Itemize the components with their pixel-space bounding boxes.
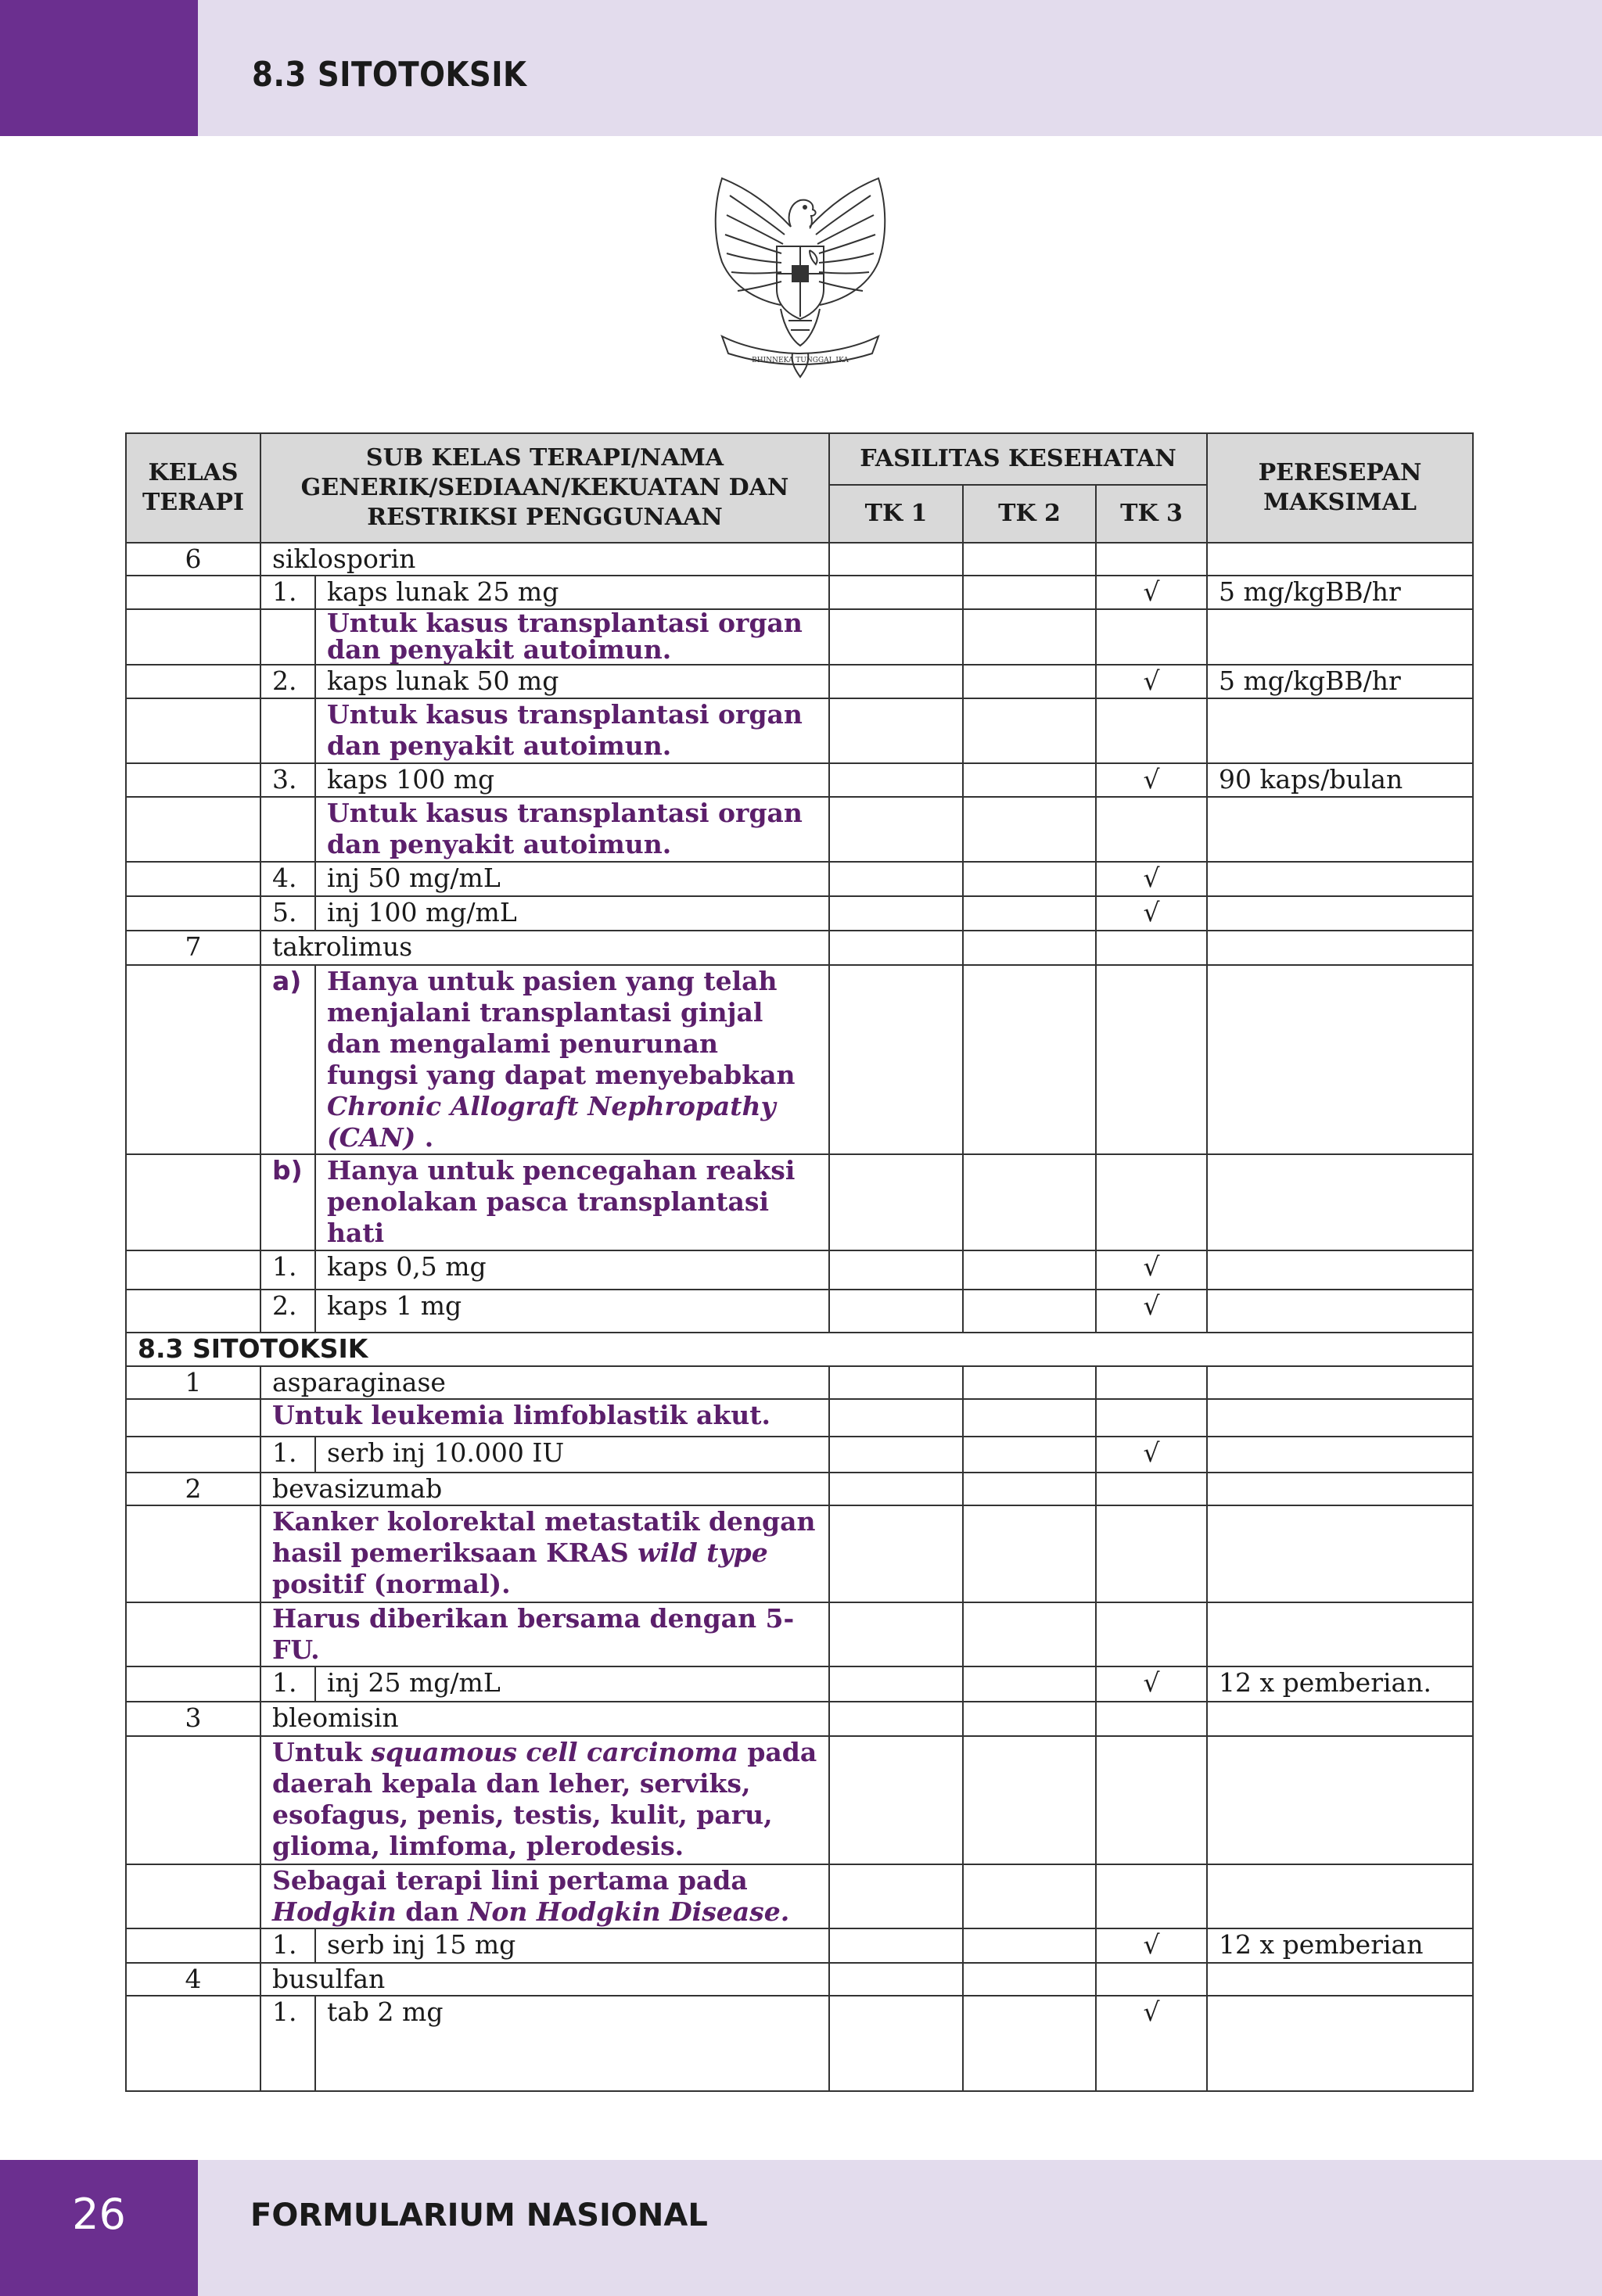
restriction-note: Untuk kasus transplantasi organ dan penyakit autoimun.	[315, 797, 829, 862]
table-row	[126, 1154, 1473, 1250]
tk3-check: √	[1096, 1996, 1207, 2091]
item-text: kaps lunak 50 mg	[315, 665, 829, 698]
item-number: 4.	[260, 862, 315, 896]
kelas-number: 3	[126, 1702, 260, 1736]
drug-name: takrolimus	[260, 931, 829, 965]
section-heading: 8.3 SITOTOKSIK	[126, 1333, 1473, 1366]
table-row	[126, 931, 1473, 965]
drug-name: bleomisin	[260, 1702, 829, 1736]
table-row	[126, 1702, 1473, 1736]
tk3-check: √	[1096, 1290, 1207, 1333]
table-row	[126, 1602, 1473, 1666]
header-kelas-terapi: KELAS TERAPI	[126, 433, 260, 543]
restriction-note: Untuk squamous cell carcinoma pada daerah kepala dan leher, serviks, esofagus, penis, testis, kulit, paru, glioma, limfoma, plerodesis.	[260, 1736, 829, 1864]
footer-title: FORMULARIUM NASIONAL	[250, 2197, 708, 2233]
header-band	[0, 0, 1602, 136]
table-row	[126, 1250, 1473, 1290]
item-text: kaps lunak 25 mg	[315, 576, 829, 609]
table-row	[126, 1736, 1473, 1864]
drug-name: siklosporin	[260, 543, 829, 576]
header-sub-kelas: SUB KELAS TERAPI/NAMA GENERIK/SEDIAAN/KEKUATAN DAN RESTRIKSI PENGGUNAAN	[260, 433, 829, 543]
table-row	[126, 698, 1473, 763]
drug-name: busulfan	[260, 1963, 829, 1996]
tk3-check: √	[1096, 763, 1207, 797]
restriction-note: Hanya untuk pasien yang telah menjalani transplantasi ginjal dan mengalami penurunan fungsi yang dapat menyebabkan Chronic Allograft Nephropathy (CAN) .	[315, 965, 829, 1154]
table-row	[126, 896, 1473, 931]
tk3-check: √	[1096, 665, 1207, 698]
table-row	[126, 609, 1473, 665]
page-section-title: 8.3 SITOTOKSIK	[252, 55, 527, 95]
footer-band	[0, 2160, 1602, 2296]
table-row	[126, 665, 1473, 698]
item-text: inj 100 mg/mL	[315, 896, 829, 931]
header-fasilitas: FASILITAS KESEHATAN	[829, 433, 1207, 485]
table-row	[126, 1928, 1473, 1963]
restriction-note: Kanker kolorektal metastatik dengan hasil pemeriksaan KRAS wild type positif (normal).	[260, 1505, 829, 1602]
item-text: serb inj 10.000 IU	[315, 1437, 829, 1473]
header-tk2: TK 2	[963, 485, 1096, 543]
item-number: 1.	[260, 1666, 315, 1702]
drug-name: asparaginase	[260, 1366, 829, 1399]
restriction-note: Hanya untuk pencegahan reaksi penolakan pasca transplantasi hati	[315, 1154, 829, 1250]
restriction-note: Untuk leukemia limfoblastik akut.	[260, 1399, 829, 1437]
header-accent-block	[0, 0, 198, 136]
item-number: 5.	[260, 896, 315, 931]
item-number: 1.	[260, 1928, 315, 1963]
item-text: inj 50 mg/mL	[315, 862, 829, 896]
header-tk1: TK 1	[829, 485, 963, 543]
tk3-check: √	[1096, 1666, 1207, 1702]
table-row	[126, 1290, 1473, 1333]
item-text: kaps 0,5 mg	[315, 1250, 829, 1290]
table-row	[126, 797, 1473, 862]
kelas-number: 2	[126, 1473, 260, 1505]
max-prescription: 12 x pemberian.	[1207, 1666, 1473, 1702]
note-label: b)	[260, 1154, 315, 1250]
item-text: tab 2 mg	[315, 1996, 829, 2091]
item-text: serb inj 15 mg	[315, 1928, 829, 1963]
tk3-check: √	[1096, 1250, 1207, 1290]
item-number: 1.	[260, 1437, 315, 1473]
tk3-check: √	[1096, 1437, 1207, 1473]
kelas-number: 6	[126, 543, 260, 576]
item-number: 3.	[260, 763, 315, 797]
item-number: 1.	[260, 1250, 315, 1290]
restriction-note: Harus diberikan bersama dengan 5-FU.	[260, 1602, 829, 1666]
table-row	[126, 965, 1473, 1154]
drug-name: bevasizumab	[260, 1473, 829, 1505]
table-row	[126, 1505, 1473, 1602]
item-text: inj 25 mg/mL	[315, 1666, 829, 1702]
max-prescription: 12 x pemberian	[1207, 1928, 1473, 1963]
tk3-check: √	[1096, 1928, 1207, 1963]
table-row	[126, 1473, 1473, 1505]
item-text: kaps 1 mg	[315, 1290, 829, 1333]
restriction-note: Sebagai terapi lini pertama pada Hodgkin dan Non Hodgkin Disease.	[260, 1864, 829, 1928]
max-prescription: 90 kaps/bulan	[1207, 763, 1473, 797]
svg-text:BHINNEKA TUNGGAL IKA: BHINNEKA TUNGGAL IKA	[752, 357, 849, 364]
restriction-note: Untuk kasus transplantasi organ dan penyakit autoimun.	[315, 609, 829, 665]
tk3-check: √	[1096, 896, 1207, 931]
kelas-number: 4	[126, 1963, 260, 1996]
table-row	[126, 1963, 1473, 1996]
note-label: a)	[260, 965, 315, 1154]
item-number: 2.	[260, 665, 315, 698]
page-number: 26	[72, 2190, 126, 2239]
max-prescription: 5 mg/kgBB/hr	[1207, 665, 1473, 698]
header-tk3: TK 3	[1096, 485, 1207, 543]
table-row	[126, 1437, 1473, 1473]
max-prescription: 5 mg/kgBB/hr	[1207, 576, 1473, 609]
table-row	[126, 763, 1473, 797]
header-peresepan: PERESEPAN MAKSIMAL	[1207, 433, 1473, 543]
kelas-number: 1	[126, 1366, 260, 1399]
table-row	[126, 543, 1473, 576]
table-row	[126, 576, 1473, 609]
item-number: 1.	[260, 1996, 315, 2091]
tk3-check: √	[1096, 862, 1207, 896]
item-text: kaps 100 mg	[315, 763, 829, 797]
table-row	[126, 1333, 1473, 1366]
table-row	[126, 862, 1473, 896]
tk3-check: √	[1096, 576, 1207, 609]
table-row	[126, 1864, 1473, 1928]
garuda-emblem-icon	[699, 172, 902, 383]
kelas-number: 7	[126, 931, 260, 965]
restriction-note: Untuk kasus transplantasi organ dan penyakit autoimun.	[315, 698, 829, 763]
table-row	[126, 1366, 1473, 1399]
table-row	[126, 1666, 1473, 1702]
item-number: 1.	[260, 576, 315, 609]
table-row	[126, 1996, 1473, 2091]
item-number: 2.	[260, 1290, 315, 1333]
table-row	[126, 1399, 1473, 1437]
formulary-table	[125, 432, 1474, 2092]
